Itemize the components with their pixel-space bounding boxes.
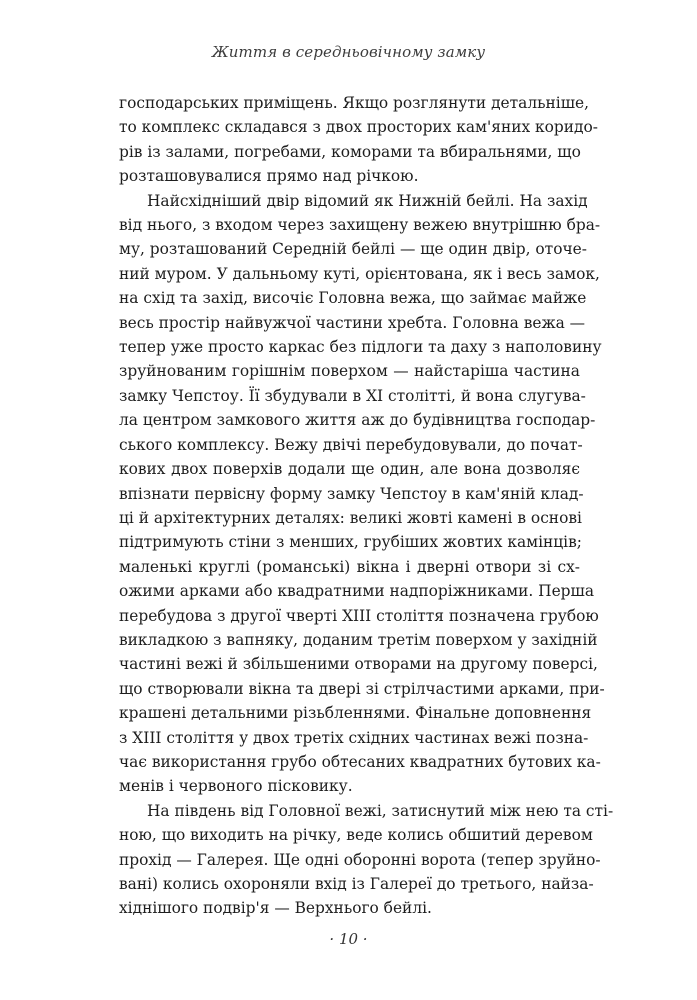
text-line: викладкою з вапняку, доданим третім поверхом у західній [119,630,598,649]
text-line: з XIII століття у двох третіх східних частинах вежі позна- [119,728,589,747]
text-line: чає використання грубо обтесаних квадратних бутових ка- [119,752,601,771]
text-line: замку Чепстоу. Її збудували в XI столітті, й вона слугува- [119,386,586,405]
text-line: менів і червоного пісковику. [119,777,353,796]
page-number: · 10 · [329,930,368,948]
text-line: ла центром замкового життя аж до будівництва господар- [119,411,596,430]
text-line: підтримують стіни з менших, грубіших жовтих камінців; [119,533,582,552]
text-line: му, розташований Середній бейлі — ще один двір, оточе- [119,240,587,259]
text-line: прохід — Галерея. Ще одні оборонні ворота (тепер зруйно- [119,850,601,869]
text-line: ною, що виходить на річку, веде колись обшитий деревом [119,826,593,845]
paragraph [119,189,605,799]
text-line: крашені детальними різьбленнями. Фінальне доповнення [119,704,592,723]
text-line: впізнати первісну форму замку Чепстоу в кам'яній клад- [119,484,584,503]
text-line: хіднішого подвір'я — Верхнього бейлі. [119,899,432,918]
text-line: маленькі круглі (романські) вікна і дверні отвори зі сх- [119,557,580,576]
text-line: що створювали вікна та двері зі стрілчастими арками, при- [119,679,605,698]
text-line: на схід та захід, височіє Головна вежа, що займає майже [119,289,587,308]
paragraph [119,91,598,189]
text-line: На південь від Головної вежі, затиснутий між нею та сті- [147,801,614,820]
text-line: ського комплексу. Вежу двічі перебудовували, до почат- [119,435,583,454]
text-line: частині вежі й збільшеними отворами на другому поверсі, [119,655,598,674]
paragraph [119,799,614,921]
text-line: від нього, з входом через захищену вежею внутрішню бра- [119,216,601,235]
text-line: розташовувалися прямо над річкою. [119,167,419,186]
text-line: ці й архітектурних деталях: великі жовті камені в основі [119,508,582,527]
body-text [119,91,614,921]
running-header: Життя в середньовічному замку [211,43,486,61]
text-line: весь простір найвужчої частини хребта. Головна вежа — [119,313,586,332]
paragraphs [119,91,614,921]
text-line: ожими арками або квадратними надпоріжниками. Перша [119,582,595,601]
text-line: тепер уже просто каркас без підлоги та даху з наполовину [119,338,602,357]
text-line: кових двох поверхів додали ще один, але вона дозволяє [119,460,580,479]
text-line: зруйнованим горішнім поверхом — найстаріша частина [119,362,580,381]
text-line: рів із залами, погребами, коморами та вбиральнями, що [119,142,581,161]
text-line: Найсхідніший двір відомий як Нижній бейлі. На захід [147,191,588,210]
text-line: господарських приміщень. Якщо розглянути детальніше, [119,94,590,112]
text-line: то комплекс складався з двох просторих кам'яних коридо- [119,118,598,137]
text-line: вані) колись охороняли вхід із Галереї до третього, найза- [119,875,594,893]
text-line: ний муром. У дальньому куті, орієнтована, як і весь замок, [119,264,600,283]
text-line: перебудова з другої чверті XIII століття позначена грубою [119,606,599,625]
